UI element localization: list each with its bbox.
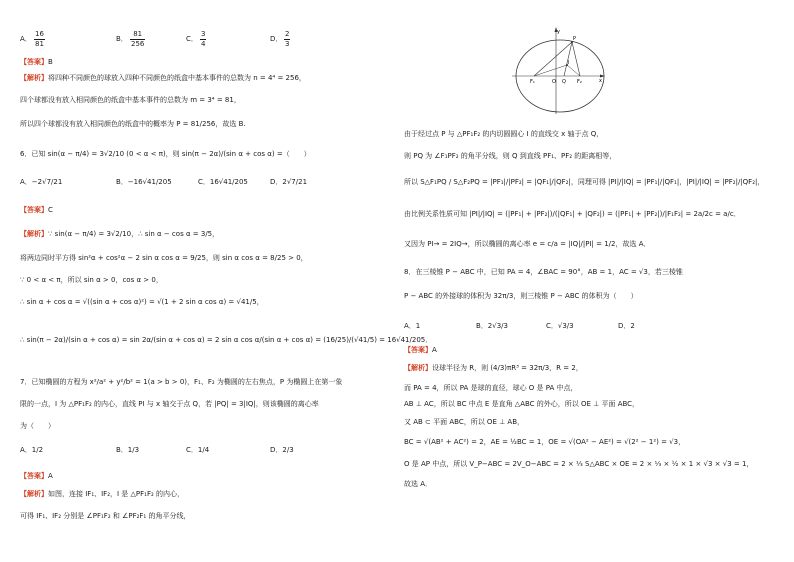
question-6-stem: 6．已知 sin(α − π/4) = 3√2/10 (0 < α < π)，则 sin(π − 2α)/(sin α + cos α) =（ ）	[20, 150, 311, 158]
explanation-prev-line-3: 所以四个球都没有放入相同颜色的纸盒中的概率为 P = 81/256，故选 B.	[20, 120, 246, 128]
q7-option-c: C．1/4	[186, 446, 210, 454]
explanation-7-line-2: 可得 IF₁、IF₂ 分别是 ∠PF₁F₂ 和 ∠PF₂F₁ 的角平分线，	[20, 512, 191, 520]
q6-option-a: A．−2√7/21	[20, 178, 63, 186]
label-i: I	[568, 60, 570, 66]
question-7-line-1: 7．已知椭圆的方程为 x²/a² + y²/b² = 1(a > b > 0)，F₁、F₂ 为椭圆的左右焦点，P 为椭圆上在第一象	[20, 378, 343, 386]
question-7-line-2: 限的一点，I 为 △PF₁F₂ 的内心，直线 PI 与 x 轴交于点 Q，若 |PQ| = 3|IQ|，则该椭圆的离心率	[20, 400, 319, 408]
segment-f2-p	[572, 42, 580, 76]
explanation-7-line-1: 【解析】如图，连接 IF₁、IF₂，I 是 △PF₁F₂ 的内心，	[20, 490, 185, 498]
explanation-8-line-3: AB ⊥ AC，所以 BC 中点 E 是直角 △ABC 的外心，所以 OE ⊥ 平面 ABC，	[404, 400, 640, 408]
prev-question-options	[20, 30, 380, 52]
question-7-line-3: 为（ ）	[20, 422, 55, 430]
question-8-line-2: P − ABC 的外接球的体积为 32π/3，则三棱锥 P − ABC 的体积为（ ）	[404, 292, 638, 300]
explanation-prev-line-2: 四个球都没有放入相同颜色的纸盒中基本事件的总数为 m = 3⁴ = 81，	[20, 96, 241, 104]
q8-option-a: A．1	[404, 322, 421, 330]
option-a-fraction: $\frac{16}{81}$	[35, 30, 44, 48]
explanation-8-line-7: 故选 A．	[404, 480, 433, 488]
label-y: y	[557, 29, 560, 35]
option-a-label: A．	[20, 35, 32, 43]
explanation-8-line-1: 【解析】设球半径为 R，则 (4/3)πR³ = 32π/3，R = 2，	[404, 364, 583, 372]
q7-option-a: A．1/2	[20, 446, 44, 454]
q8-option-d: D．2	[618, 322, 635, 330]
q6-option-c: C．16√41/205	[198, 178, 248, 186]
answer-8: 【答案】A	[404, 346, 437, 354]
explanation-8-line-2: 而 PA = 4，所以 PA 是球的直径，球心 O 是 PA 中点，	[404, 384, 578, 392]
explanation-6-line-5: ∴ sin(π − 2α)/(sin α + cos α) = sin 2α/(sin α + cos α) = 2 sin α cos α/(sin α + cos α) = (16/25)/(√41/5) = 16√41/205．	[20, 336, 433, 344]
q6-option-d: D．2√7/21	[270, 178, 308, 186]
explanation-8-line-5: BC = √(AB² + AC²) = 2，AE = ½BC = 1，OE = √(OA² − AE²) = √(2² − 1²) = √3，	[404, 438, 686, 446]
q7-option-b: B．1/3	[116, 446, 140, 454]
segment-f1-i	[534, 65, 567, 76]
ellipse-figure	[510, 24, 606, 116]
q8-option-c: C．√3/3	[546, 322, 574, 330]
option-c-label: C．	[186, 35, 198, 43]
explanation-6-line-4: ∴ sin α + cos α = √((sin α + cos α)²) = √(1 + 2 sin α cos α) = √41/5，	[20, 298, 264, 306]
explanation-6-line-3: ∵ 0 < α < π，所以 sin α > 0，cos α > 0，	[20, 276, 163, 284]
explanation-8-line-6: O 是 AP 中点，所以 V_P−ABC = 2V_O−ABC = 2 × ⅓ S△ABC × OE = 2 × ⅓ × ½ × 1 × √3 × √3 = 1，	[404, 460, 754, 468]
option-b-fraction: $\frac{81}{256}$	[131, 30, 145, 48]
explanation-7-line-4: 则 PQ 为 ∠F₁PF₂ 的角平分线，则 Q 到直线 PF₁、PF₂ 的距离相等，	[404, 152, 617, 160]
label-q: Q	[562, 79, 566, 85]
segment-q-p	[564, 42, 572, 76]
label-f2: F₂	[577, 79, 582, 85]
answer-prev: 【答案】B	[20, 58, 53, 66]
q8-option-b: B．2√3/3	[476, 322, 508, 330]
answer-7: 【答案】A	[20, 472, 53, 480]
option-b-label: B．	[116, 35, 128, 43]
q6-option-b: B．−16√41/205	[116, 178, 172, 186]
explanation-7-line-3: 由于经过点 P 与 △PF₁F₂ 的内切圆圆心 I 的直线交 x 轴于点 Q，	[404, 130, 604, 138]
question-8-line-1: 8．在三棱锥 P − ABC 中，已知 PA = 4，∠BAC = 90°，AB = 1，AC = √3，若三棱锥	[404, 268, 683, 276]
explanation-prev-line-1: 【解析】将四种不同颜色的球放入四种不同颜色的纸盒中基本事件的总数为 n = 4⁴ = 256，	[20, 74, 306, 82]
option-c-fraction: $\frac{3}{4}$	[201, 30, 206, 48]
explanation-7-line-7: 又因为 PI→ = 2IQ→，所以椭圆的离心率 e = c/a = |IQ|/|PI| = 1/2，故选 A．	[404, 240, 651, 248]
option-d-fraction: $\frac{2}{3}$	[285, 30, 290, 48]
label-x: x	[599, 78, 602, 84]
explanation-6-line-2: 将两边同时平方得 sin²α + cos²α − 2 sin α cos α = 9/25，则 sin α cos α = 8/25 > 0，	[20, 254, 308, 262]
explanation-7-line-6: 由比例关系性质可知 |PI|/|IQ| = (|PF₁| + |PF₂|)/(|QF₁| + |QF₂|) = (|PF₁| + |PF₂|)/|F₁F₂| = 2a/2c = a/c．	[404, 210, 741, 218]
label-o: O	[552, 79, 556, 85]
explanation-6-line-1: 【解析】∵ sin(α − π/4) = 3√2/10，∴ sin α − cos α = 3/5，	[20, 230, 220, 238]
explanation-8-line-4: 又 AB ⊂ 平面 ABC，所以 OE ⊥ AB，	[404, 418, 525, 426]
segment-f1-p	[534, 42, 572, 76]
option-d-label: D．	[270, 35, 283, 43]
label-p: P	[573, 36, 577, 42]
q7-option-d: D．2/3	[270, 446, 294, 454]
explanation-7-line-5: 所以 S△F₁PQ / S△F₂PQ = |PF₁|/|PF₂| = |QF₁|/|QF₂|，同理可得 |PI|/|IQ| = |PF₁|/|QF₁|，|PI|/|IQ| = |PF₂|/|QF₂|，	[404, 178, 765, 186]
label-f1: F₁	[530, 79, 535, 85]
answer-6: 【答案】C	[20, 206, 53, 214]
